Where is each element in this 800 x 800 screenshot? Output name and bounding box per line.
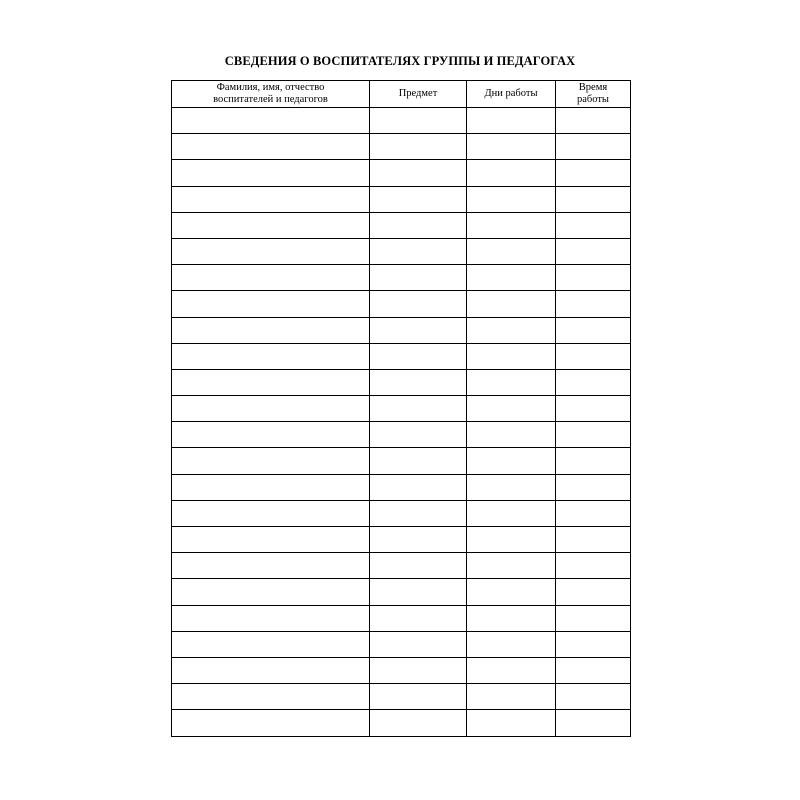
- cell-subject: [370, 343, 467, 369]
- cell-subject: [370, 684, 467, 710]
- table-row: [172, 396, 631, 422]
- cell-subject: [370, 605, 467, 631]
- cell-subject: [370, 448, 467, 474]
- cell-name: [172, 108, 370, 134]
- cell-work-days: [467, 605, 556, 631]
- table-row: [172, 422, 631, 448]
- table-row: [172, 108, 631, 134]
- cell-subject: [370, 265, 467, 291]
- cell-work-days: [467, 527, 556, 553]
- table-row: [172, 186, 631, 212]
- cell-work-days: [467, 553, 556, 579]
- cell-subject: [370, 396, 467, 422]
- cell-name: [172, 527, 370, 553]
- cell-name: [172, 710, 370, 736]
- table-row: [172, 212, 631, 238]
- cell-subject: [370, 579, 467, 605]
- cell-work-time: [556, 134, 631, 160]
- table-row: [172, 265, 631, 291]
- cell-subject: [370, 291, 467, 317]
- cell-name: [172, 474, 370, 500]
- cell-name: [172, 343, 370, 369]
- cell-name: [172, 160, 370, 186]
- cell-subject: [370, 710, 467, 736]
- cell-name: [172, 186, 370, 212]
- table-row: [172, 527, 631, 553]
- cell-name: [172, 212, 370, 238]
- column-header-name-line-2: воспитателей и педагогов: [213, 94, 328, 105]
- column-header-work-time-line-2: работы: [576, 94, 609, 105]
- cell-work-time: [556, 474, 631, 500]
- table-row: [172, 160, 631, 186]
- cell-name: [172, 448, 370, 474]
- cell-work-days: [467, 134, 556, 160]
- table-row: [172, 238, 631, 264]
- cell-work-time: [556, 160, 631, 186]
- cell-work-time: [556, 448, 631, 474]
- cell-subject: [370, 657, 467, 683]
- cell-subject: [370, 108, 467, 134]
- cell-name: [172, 684, 370, 710]
- cell-subject: [370, 500, 467, 526]
- cell-name: [172, 500, 370, 526]
- cell-subject: [370, 186, 467, 212]
- cell-work-days: [467, 160, 556, 186]
- cell-work-days: [467, 238, 556, 264]
- table-row: [172, 474, 631, 500]
- cell-work-time: [556, 500, 631, 526]
- cell-work-time: [556, 710, 631, 736]
- cell-name: [172, 605, 370, 631]
- cell-work-days: [467, 265, 556, 291]
- column-header-name: [172, 81, 370, 108]
- cell-name: [172, 134, 370, 160]
- column-header-work-days-line-1: Дни работы: [484, 88, 538, 99]
- cell-work-time: [556, 291, 631, 317]
- table-row: [172, 657, 631, 683]
- table-row: [172, 553, 631, 579]
- staff-table: [171, 80, 631, 737]
- cell-work-time: [556, 527, 631, 553]
- cell-work-time: [556, 238, 631, 264]
- cell-work-days: [467, 108, 556, 134]
- cell-name: [172, 631, 370, 657]
- cell-work-days: [467, 474, 556, 500]
- table-row: [172, 631, 631, 657]
- table-row: [172, 134, 631, 160]
- cell-work-time: [556, 108, 631, 134]
- table-row: [172, 448, 631, 474]
- cell-subject: [370, 134, 467, 160]
- cell-work-days: [467, 422, 556, 448]
- cell-name: [172, 553, 370, 579]
- cell-subject: [370, 160, 467, 186]
- cell-work-days: [467, 369, 556, 395]
- table-row: [172, 684, 631, 710]
- cell-work-days: [467, 500, 556, 526]
- cell-subject: [370, 474, 467, 500]
- cell-name: [172, 265, 370, 291]
- cell-work-time: [556, 553, 631, 579]
- cell-work-days: [467, 291, 556, 317]
- cell-name: [172, 238, 370, 264]
- cell-name: [172, 369, 370, 395]
- cell-name: [172, 422, 370, 448]
- cell-work-days: [467, 317, 556, 343]
- table-header-row: [172, 81, 631, 108]
- cell-subject: [370, 238, 467, 264]
- cell-work-days: [467, 212, 556, 238]
- cell-subject: [370, 631, 467, 657]
- cell-work-days: [467, 684, 556, 710]
- cell-work-time: [556, 605, 631, 631]
- cell-work-days: [467, 710, 556, 736]
- cell-work-time: [556, 631, 631, 657]
- cell-name: [172, 396, 370, 422]
- cell-name: [172, 317, 370, 343]
- cell-work-time: [556, 369, 631, 395]
- cell-work-days: [467, 396, 556, 422]
- column-header-name-line-1: Фамилия, имя, отчество: [216, 82, 325, 93]
- cell-work-time: [556, 212, 631, 238]
- cell-work-days: [467, 343, 556, 369]
- column-header-work-days: [467, 81, 556, 108]
- table-body: [172, 108, 631, 737]
- cell-work-days: [467, 631, 556, 657]
- cell-subject: [370, 527, 467, 553]
- cell-work-time: [556, 396, 631, 422]
- cell-work-time: [556, 265, 631, 291]
- table-row: [172, 343, 631, 369]
- cell-name: [172, 579, 370, 605]
- cell-work-days: [467, 448, 556, 474]
- cell-name: [172, 657, 370, 683]
- cell-subject: [370, 369, 467, 395]
- cell-work-time: [556, 186, 631, 212]
- cell-subject: [370, 317, 467, 343]
- column-header-work-time: [556, 81, 631, 108]
- cell-work-time: [556, 579, 631, 605]
- cell-subject: [370, 553, 467, 579]
- cell-work-days: [467, 657, 556, 683]
- table-row: [172, 710, 631, 736]
- column-header-subject: [370, 81, 467, 108]
- cell-name: [172, 291, 370, 317]
- table-row: [172, 369, 631, 395]
- cell-subject: [370, 422, 467, 448]
- cell-subject: [370, 212, 467, 238]
- cell-work-time: [556, 343, 631, 369]
- table-row: [172, 291, 631, 317]
- table-row: [172, 605, 631, 631]
- table-row: [172, 500, 631, 526]
- cell-work-time: [556, 422, 631, 448]
- table-row: [172, 317, 631, 343]
- table-row: [172, 579, 631, 605]
- cell-work-time: [556, 657, 631, 683]
- cell-work-time: [556, 684, 631, 710]
- page-title: СВЕДЕНИЯ О ВОСПИТАТЕЛЯХ ГРУППЫ И ПЕДАГОГАХ: [224, 54, 576, 68]
- column-header-work-time-line-1: Время: [578, 82, 608, 93]
- cell-work-days: [467, 186, 556, 212]
- column-header-subject-line-1: Предмет: [398, 88, 438, 99]
- cell-work-days: [467, 579, 556, 605]
- cell-work-time: [556, 317, 631, 343]
